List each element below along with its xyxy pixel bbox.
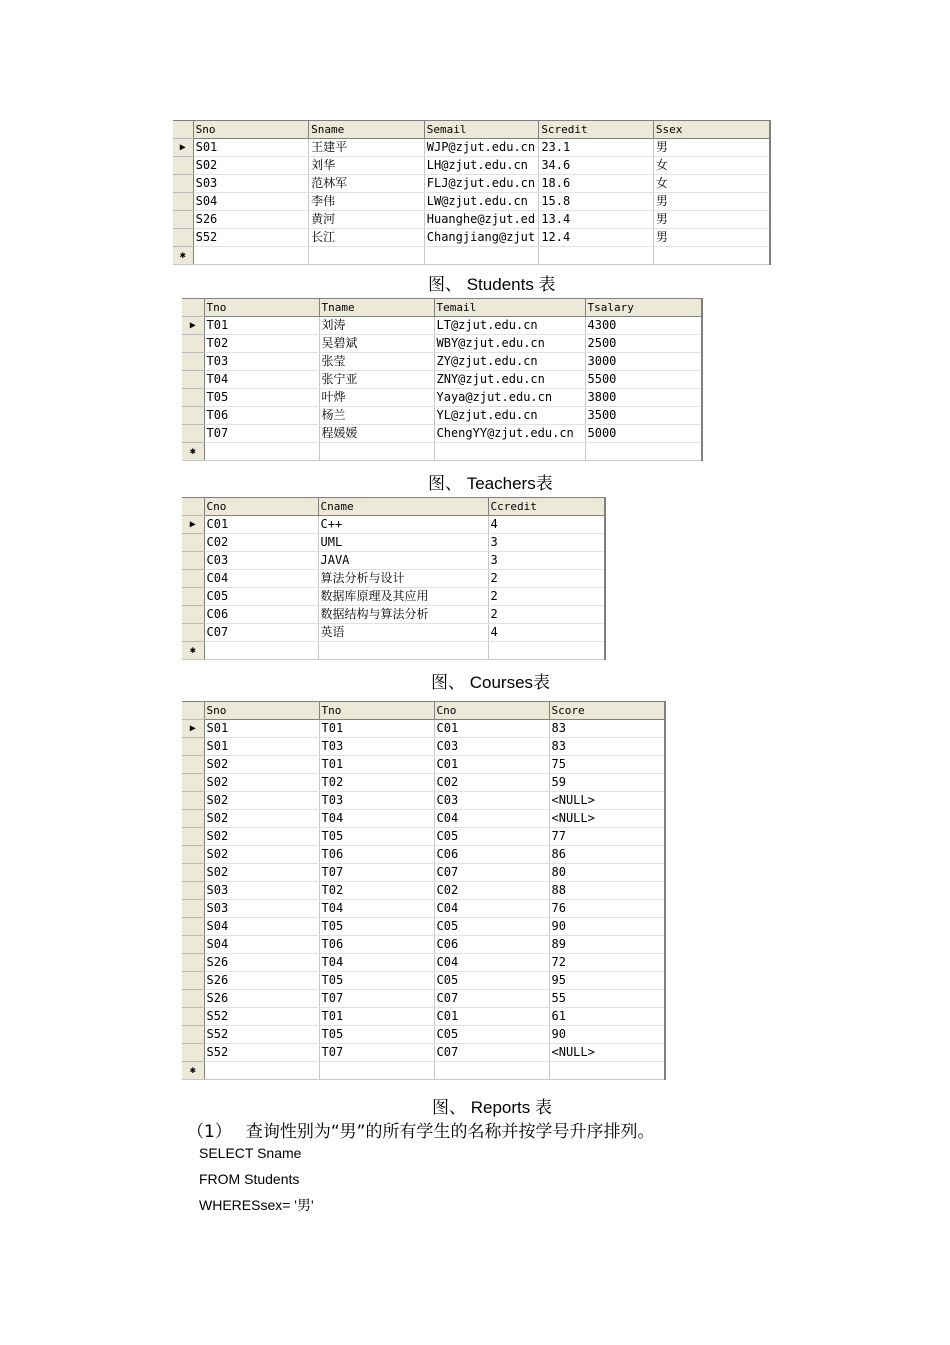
table-cell[interactable]: 3500 bbox=[585, 407, 702, 425]
table-row[interactable] bbox=[173, 193, 770, 211]
row-selector-header bbox=[173, 121, 193, 139]
table-cell[interactable]: 18.6 bbox=[539, 175, 654, 193]
table-cell[interactable]: 90 bbox=[549, 1026, 665, 1044]
table-row[interactable] bbox=[182, 371, 702, 389]
table-cell[interactable]: C02 bbox=[204, 534, 318, 552]
table-cell[interactable]: 黄河 bbox=[309, 211, 425, 229]
row-selector-header bbox=[182, 498, 204, 516]
table-cell[interactable]: C04 bbox=[204, 570, 318, 588]
empty-cell[interactable] bbox=[585, 443, 702, 461]
table-cell[interactable]: C03 bbox=[434, 738, 549, 756]
table-cell[interactable]: Yaya@zjut.edu.cn bbox=[434, 389, 585, 407]
row-selector[interactable] bbox=[182, 371, 204, 389]
reports-header-row bbox=[182, 702, 665, 720]
column-header[interactable]: Ccredit bbox=[488, 498, 605, 516]
table-cell[interactable]: 王建平 bbox=[309, 139, 425, 157]
table-cell[interactable]: 2 bbox=[488, 606, 605, 624]
table-row[interactable] bbox=[182, 389, 702, 407]
table-row[interactable] bbox=[182, 425, 702, 443]
table-cell[interactable]: C05 bbox=[434, 828, 549, 846]
empty-cell[interactable] bbox=[424, 247, 539, 265]
table-cell[interactable]: 杨兰 bbox=[319, 407, 434, 425]
courses-table bbox=[182, 497, 606, 660]
table-cell[interactable]: C06 bbox=[204, 606, 318, 624]
empty-cell[interactable] bbox=[309, 247, 425, 265]
table-cell[interactable]: S04 bbox=[193, 193, 309, 211]
table-cell[interactable]: 女 bbox=[653, 175, 770, 193]
table-cell[interactable]: 5000 bbox=[585, 425, 702, 443]
table-cell[interactable]: ZNY@zjut.edu.cn bbox=[434, 371, 585, 389]
table-cell[interactable]: S02 bbox=[204, 846, 319, 864]
row-selector[interactable] bbox=[182, 900, 204, 918]
table-cell[interactable]: S02 bbox=[204, 810, 319, 828]
table-cell[interactable]: T01 bbox=[319, 756, 434, 774]
table-row[interactable] bbox=[182, 552, 605, 570]
table-cell[interactable]: T07 bbox=[319, 990, 434, 1008]
empty-cell[interactable] bbox=[549, 1062, 665, 1080]
table-cell[interactable]: T07 bbox=[204, 425, 319, 443]
table-cell[interactable]: S01 bbox=[193, 139, 309, 157]
table-row[interactable] bbox=[182, 774, 665, 792]
row-selector[interactable] bbox=[182, 738, 204, 756]
new-row[interactable] bbox=[182, 1062, 665, 1080]
table-row[interactable] bbox=[182, 317, 702, 335]
table-cell[interactable]: T07 bbox=[319, 864, 434, 882]
courses-caption: 图、 Courses表 bbox=[431, 673, 551, 692]
table-cell[interactable]: Huanghe@zjut.ed bbox=[424, 211, 539, 229]
column-header[interactable]: Tno bbox=[204, 299, 319, 317]
teachers-table bbox=[182, 298, 703, 461]
table-cell[interactable]: <NULL> bbox=[549, 792, 665, 810]
new-row[interactable] bbox=[173, 247, 770, 265]
row-selector-header bbox=[182, 702, 204, 720]
table-row[interactable] bbox=[182, 810, 665, 828]
students-caption: 图、 Students 表 bbox=[428, 275, 556, 294]
column-header[interactable]: Cname bbox=[318, 498, 488, 516]
table-row[interactable] bbox=[182, 353, 702, 371]
table-cell[interactable]: C05 bbox=[434, 918, 549, 936]
current-row-indicator-icon[interactable]: ▶ bbox=[173, 139, 193, 157]
table-row[interactable] bbox=[182, 738, 665, 756]
table-row[interactable] bbox=[182, 846, 665, 864]
table-cell[interactable]: C01 bbox=[434, 1008, 549, 1026]
row-selector[interactable] bbox=[173, 229, 193, 247]
question-text: 查询性别为“男”的所有学生的名称并按学号升序排列。 bbox=[245, 1122, 655, 1142]
empty-cell[interactable] bbox=[653, 247, 770, 265]
table-cell[interactable]: WBY@zjut.edu.cn bbox=[434, 335, 585, 353]
table-cell[interactable]: T01 bbox=[319, 1008, 434, 1026]
row-selector[interactable] bbox=[182, 990, 204, 1008]
table-cell[interactable]: T05 bbox=[319, 918, 434, 936]
row-selector[interactable] bbox=[182, 534, 204, 552]
teachers-caption: 图、 Teachers表 bbox=[428, 474, 553, 493]
table-row[interactable] bbox=[182, 624, 605, 642]
table-cell[interactable]: T05 bbox=[319, 828, 434, 846]
table-cell[interactable]: 程媛媛 bbox=[319, 425, 434, 443]
table-cell[interactable]: S52 bbox=[204, 1044, 319, 1062]
table-cell[interactable]: LT@zjut.edu.cn bbox=[434, 317, 585, 335]
table-cell[interactable]: LW@zjut.edu.cn bbox=[424, 193, 539, 211]
table-cell[interactable]: 2500 bbox=[585, 335, 702, 353]
table-cell[interactable]: 算法分析与设计 bbox=[318, 570, 488, 588]
table-cell[interactable]: 4300 bbox=[585, 317, 702, 335]
empty-cell[interactable] bbox=[434, 1062, 549, 1080]
table-cell[interactable]: S03 bbox=[204, 882, 319, 900]
table-cell[interactable]: 张宁亚 bbox=[319, 371, 434, 389]
row-selector[interactable] bbox=[182, 972, 204, 990]
row-selector[interactable] bbox=[182, 936, 204, 954]
table-cell[interactable]: T02 bbox=[319, 882, 434, 900]
table-cell[interactable]: S01 bbox=[204, 738, 319, 756]
table-cell[interactable]: 95 bbox=[549, 972, 665, 990]
table-cell[interactable]: T04 bbox=[319, 900, 434, 918]
table-cell[interactable]: 吴碧斌 bbox=[319, 335, 434, 353]
empty-cell[interactable] bbox=[434, 443, 585, 461]
table-cell[interactable]: T01 bbox=[319, 720, 434, 738]
table-cell[interactable]: 男 bbox=[653, 211, 770, 229]
column-header[interactable]: Score bbox=[549, 702, 665, 720]
table-row[interactable] bbox=[182, 972, 665, 990]
table-cell[interactable]: FLJ@zjut.edu.cn bbox=[424, 175, 539, 193]
table-cell[interactable]: T06 bbox=[319, 846, 434, 864]
table-cell[interactable]: C05 bbox=[204, 588, 318, 606]
table-cell[interactable]: S02 bbox=[193, 157, 309, 175]
table-cell[interactable]: T03 bbox=[319, 792, 434, 810]
column-header[interactable]: Tsalary bbox=[585, 299, 702, 317]
table-cell[interactable]: <NULL> bbox=[549, 810, 665, 828]
row-selector[interactable] bbox=[182, 588, 204, 606]
table-cell[interactable]: S02 bbox=[204, 828, 319, 846]
empty-cell[interactable] bbox=[488, 642, 605, 660]
current-row-indicator-icon[interactable]: ▶ bbox=[182, 317, 204, 335]
row-selector[interactable] bbox=[182, 335, 204, 353]
table-cell[interactable]: 长江 bbox=[309, 229, 425, 247]
table-cell[interactable]: 4 bbox=[488, 516, 605, 534]
row-selector[interactable] bbox=[173, 175, 193, 193]
row-selector[interactable] bbox=[182, 389, 204, 407]
table-row[interactable] bbox=[182, 407, 702, 425]
table-cell[interactable]: C03 bbox=[434, 792, 549, 810]
table-cell[interactable]: 4 bbox=[488, 624, 605, 642]
table-row[interactable] bbox=[182, 1026, 665, 1044]
table-cell[interactable]: C04 bbox=[434, 810, 549, 828]
table-cell[interactable]: T05 bbox=[204, 389, 319, 407]
table-cell[interactable]: C05 bbox=[434, 972, 549, 990]
table-row[interactable] bbox=[182, 918, 665, 936]
column-header[interactable]: Cno bbox=[204, 498, 318, 516]
empty-cell[interactable] bbox=[539, 247, 654, 265]
table-row[interactable] bbox=[182, 954, 665, 972]
row-selector[interactable] bbox=[182, 918, 204, 936]
row-selector[interactable] bbox=[182, 774, 204, 792]
table-cell[interactable]: 80 bbox=[549, 864, 665, 882]
table-cell[interactable]: T01 bbox=[204, 317, 319, 335]
table-cell[interactable]: C01 bbox=[434, 756, 549, 774]
table-cell[interactable]: T02 bbox=[319, 774, 434, 792]
table-cell[interactable]: ChengYY@zjut.edu.cn bbox=[434, 425, 585, 443]
table-cell[interactable]: 61 bbox=[549, 1008, 665, 1026]
table-cell[interactable]: T04 bbox=[319, 954, 434, 972]
table-cell[interactable]: 数据结构与算法分析 bbox=[318, 606, 488, 624]
new-row[interactable] bbox=[182, 642, 605, 660]
table-cell[interactable]: C04 bbox=[434, 954, 549, 972]
table-cell[interactable]: S26 bbox=[204, 990, 319, 1008]
column-header[interactable]: Sno bbox=[193, 121, 309, 139]
table-cell[interactable]: C07 bbox=[434, 990, 549, 1008]
table-cell[interactable]: T03 bbox=[204, 353, 319, 371]
table-row[interactable] bbox=[182, 792, 665, 810]
table-cell[interactable]: S02 bbox=[204, 864, 319, 882]
new-row[interactable] bbox=[182, 443, 702, 461]
table-cell[interactable]: S26 bbox=[204, 972, 319, 990]
row-selector[interactable] bbox=[182, 792, 204, 810]
row-selector[interactable] bbox=[182, 425, 204, 443]
table-row[interactable] bbox=[182, 1008, 665, 1026]
row-selector[interactable] bbox=[182, 756, 204, 774]
empty-cell[interactable] bbox=[193, 247, 309, 265]
table-row[interactable] bbox=[182, 720, 665, 738]
table-cell[interactable]: UML bbox=[318, 534, 488, 552]
table-cell[interactable]: S04 bbox=[204, 918, 319, 936]
table-cell[interactable]: C01 bbox=[434, 720, 549, 738]
table-cell[interactable]: WJP@zjut.edu.cn bbox=[424, 139, 539, 157]
table-row[interactable] bbox=[182, 335, 702, 353]
table-row[interactable] bbox=[182, 882, 665, 900]
empty-cell[interactable] bbox=[204, 642, 318, 660]
row-selector[interactable] bbox=[182, 1044, 204, 1062]
table-cell[interactable]: T07 bbox=[319, 1044, 434, 1062]
table-cell[interactable]: S52 bbox=[204, 1008, 319, 1026]
column-header[interactable]: Cno bbox=[434, 702, 549, 720]
teachers-header-row bbox=[182, 299, 702, 317]
empty-cell[interactable] bbox=[204, 443, 319, 461]
table-cell[interactable]: 23.1 bbox=[539, 139, 654, 157]
table-cell[interactable]: 男 bbox=[653, 139, 770, 157]
table-cell[interactable]: 83 bbox=[549, 738, 665, 756]
empty-cell[interactable] bbox=[204, 1062, 319, 1080]
table-cell[interactable]: 89 bbox=[549, 936, 665, 954]
table-cell[interactable]: T04 bbox=[204, 371, 319, 389]
row-selector[interactable] bbox=[173, 157, 193, 175]
table-cell[interactable]: C07 bbox=[434, 864, 549, 882]
table-cell[interactable]: T05 bbox=[319, 1026, 434, 1044]
table-cell[interactable]: S52 bbox=[204, 1026, 319, 1044]
row-selector[interactable] bbox=[182, 954, 204, 972]
new-row-asterisk-icon[interactable]: ✱ bbox=[182, 1062, 204, 1080]
table-row[interactable] bbox=[182, 534, 605, 552]
column-header[interactable]: Sname bbox=[309, 121, 425, 139]
table-cell[interactable]: ZY@zjut.edu.cn bbox=[434, 353, 585, 371]
table-row[interactable] bbox=[173, 139, 770, 157]
table-cell[interactable]: T05 bbox=[319, 972, 434, 990]
table-cell[interactable]: S04 bbox=[204, 936, 319, 954]
table-cell[interactable]: C02 bbox=[434, 774, 549, 792]
table-cell[interactable]: 男 bbox=[653, 229, 770, 247]
table-row[interactable] bbox=[182, 990, 665, 1008]
table-cell[interactable]: 90 bbox=[549, 918, 665, 936]
table-cell[interactable]: 2 bbox=[488, 588, 605, 606]
reports-table bbox=[182, 701, 666, 1080]
row-selector[interactable] bbox=[173, 193, 193, 211]
table-cell[interactable]: S52 bbox=[193, 229, 309, 247]
table-cell[interactable]: 88 bbox=[549, 882, 665, 900]
column-header[interactable]: Ssex bbox=[653, 121, 770, 139]
sql-line-3: WHERESsex= '男' bbox=[199, 1197, 314, 1213]
table-cell[interactable]: 2 bbox=[488, 570, 605, 588]
students-table bbox=[173, 120, 771, 265]
row-selector[interactable] bbox=[182, 1026, 204, 1044]
table-cell[interactable]: 范林军 bbox=[309, 175, 425, 193]
table-cell[interactable]: 张莹 bbox=[319, 353, 434, 371]
row-selector[interactable] bbox=[173, 211, 193, 229]
table-cell[interactable]: C03 bbox=[204, 552, 318, 570]
empty-cell[interactable] bbox=[319, 1062, 434, 1080]
table-cell[interactable]: C07 bbox=[204, 624, 318, 642]
table-row[interactable] bbox=[182, 900, 665, 918]
table-cell[interactable]: 3800 bbox=[585, 389, 702, 407]
sql-line-1: SELECT Sname bbox=[199, 1145, 302, 1161]
table-cell[interactable]: YL@zjut.edu.cn bbox=[434, 407, 585, 425]
table-cell[interactable]: 数据库原理及其应用 bbox=[318, 588, 488, 606]
table-cell[interactable]: 59 bbox=[549, 774, 665, 792]
current-row-indicator-icon[interactable]: ▶ bbox=[182, 516, 204, 534]
table-cell[interactable]: S01 bbox=[204, 720, 319, 738]
table-cell[interactable]: S03 bbox=[204, 900, 319, 918]
table-row[interactable] bbox=[182, 1044, 665, 1062]
table-cell[interactable]: C05 bbox=[434, 1026, 549, 1044]
column-header[interactable]: Scredit bbox=[539, 121, 654, 139]
table-cell[interactable]: <NULL> bbox=[549, 1044, 665, 1062]
table-cell[interactable]: 77 bbox=[549, 828, 665, 846]
row-selector[interactable] bbox=[182, 407, 204, 425]
column-header[interactable]: Temail bbox=[434, 299, 585, 317]
table-cell[interactable]: 83 bbox=[549, 720, 665, 738]
empty-cell[interactable] bbox=[319, 443, 434, 461]
new-row-asterisk-icon[interactable]: ✱ bbox=[182, 642, 204, 660]
row-selector[interactable] bbox=[182, 828, 204, 846]
table-cell[interactable]: 李伟 bbox=[309, 193, 425, 211]
row-selector[interactable] bbox=[182, 864, 204, 882]
table-row[interactable] bbox=[182, 864, 665, 882]
column-header[interactable]: Semail bbox=[424, 121, 539, 139]
table-cell[interactable]: T06 bbox=[319, 936, 434, 954]
row-selector[interactable] bbox=[182, 570, 204, 588]
table-cell[interactable]: C02 bbox=[434, 882, 549, 900]
table-cell[interactable]: S26 bbox=[193, 211, 309, 229]
table-cell[interactable]: 叶烨 bbox=[319, 389, 434, 407]
table-cell[interactable]: 男 bbox=[653, 193, 770, 211]
table-cell[interactable]: 34.6 bbox=[539, 157, 654, 175]
table-cell[interactable]: S03 bbox=[193, 175, 309, 193]
table-cell[interactable]: S26 bbox=[204, 954, 319, 972]
table-cell[interactable]: 13.4 bbox=[539, 211, 654, 229]
table-row[interactable] bbox=[182, 936, 665, 954]
table-row[interactable] bbox=[173, 229, 770, 247]
table-row[interactable] bbox=[173, 157, 770, 175]
row-selector[interactable] bbox=[182, 606, 204, 624]
empty-cell[interactable] bbox=[318, 642, 488, 660]
table-cell[interactable]: 3 bbox=[488, 534, 605, 552]
students-header-row bbox=[173, 121, 770, 139]
row-selector-header bbox=[182, 299, 204, 317]
table-cell[interactable]: 3 bbox=[488, 552, 605, 570]
table-cell[interactable]: 女 bbox=[653, 157, 770, 175]
table-row[interactable] bbox=[182, 516, 605, 534]
row-selector[interactable] bbox=[182, 353, 204, 371]
row-selector[interactable] bbox=[182, 810, 204, 828]
table-cell[interactable]: 15.8 bbox=[539, 193, 654, 211]
table-cell[interactable]: 刘华 bbox=[309, 157, 425, 175]
table-cell[interactable]: 75 bbox=[549, 756, 665, 774]
current-row-indicator-icon[interactable]: ▶ bbox=[182, 720, 204, 738]
row-selector[interactable] bbox=[182, 1008, 204, 1026]
table-row[interactable] bbox=[182, 828, 665, 846]
table-cell[interactable]: 12.4 bbox=[539, 229, 654, 247]
table-cell[interactable]: T03 bbox=[319, 738, 434, 756]
table-cell[interactable]: 86 bbox=[549, 846, 665, 864]
table-cell[interactable]: 3000 bbox=[585, 353, 702, 371]
table-cell[interactable]: C01 bbox=[204, 516, 318, 534]
table-row[interactable] bbox=[173, 211, 770, 229]
table-row[interactable] bbox=[182, 588, 605, 606]
table-row[interactable] bbox=[173, 175, 770, 193]
table-row[interactable] bbox=[182, 756, 665, 774]
table-cell[interactable]: C06 bbox=[434, 846, 549, 864]
table-cell[interactable]: C04 bbox=[434, 900, 549, 918]
table-cell[interactable]: 英语 bbox=[318, 624, 488, 642]
column-header[interactable]: Tno bbox=[319, 702, 434, 720]
question-number: （1） bbox=[187, 1122, 232, 1142]
row-selector[interactable] bbox=[182, 882, 204, 900]
table-cell[interactable]: S02 bbox=[204, 756, 319, 774]
table-cell[interactable]: 刘涛 bbox=[319, 317, 434, 335]
table-cell[interactable]: T02 bbox=[204, 335, 319, 353]
table-cell[interactable]: 55 bbox=[549, 990, 665, 1008]
table-row[interactable] bbox=[182, 570, 605, 588]
table-cell[interactable]: T06 bbox=[204, 407, 319, 425]
row-selector[interactable] bbox=[182, 624, 204, 642]
table-cell[interactable]: 72 bbox=[549, 954, 665, 972]
table-cell[interactable]: T04 bbox=[319, 810, 434, 828]
table-cell[interactable]: 5500 bbox=[585, 371, 702, 389]
new-row-asterisk-icon[interactable]: ✱ bbox=[173, 247, 193, 265]
sql-line-2: FROM Students bbox=[199, 1171, 300, 1187]
table-cell[interactable]: C++ bbox=[318, 516, 488, 534]
table-cell[interactable]: C06 bbox=[434, 936, 549, 954]
table-cell[interactable]: 76 bbox=[549, 900, 665, 918]
table-cell[interactable]: Changjiang@zjut bbox=[424, 229, 539, 247]
table-cell[interactable]: JAVA bbox=[318, 552, 488, 570]
table-cell[interactable]: LH@zjut.edu.cn bbox=[424, 157, 539, 175]
table-cell[interactable]: C07 bbox=[434, 1044, 549, 1062]
row-selector[interactable] bbox=[182, 846, 204, 864]
reports-caption: 图、 Reports 表 bbox=[432, 1098, 552, 1117]
column-header[interactable]: Sno bbox=[204, 702, 319, 720]
row-selector[interactable] bbox=[182, 552, 204, 570]
column-header[interactable]: Tname bbox=[319, 299, 434, 317]
new-row-asterisk-icon[interactable]: ✱ bbox=[182, 443, 204, 461]
table-cell[interactable]: S02 bbox=[204, 792, 319, 810]
question-line bbox=[187, 1117, 654, 1142]
table-row[interactable] bbox=[182, 606, 605, 624]
courses-header-row bbox=[182, 498, 605, 516]
table-cell[interactable]: S02 bbox=[204, 774, 319, 792]
